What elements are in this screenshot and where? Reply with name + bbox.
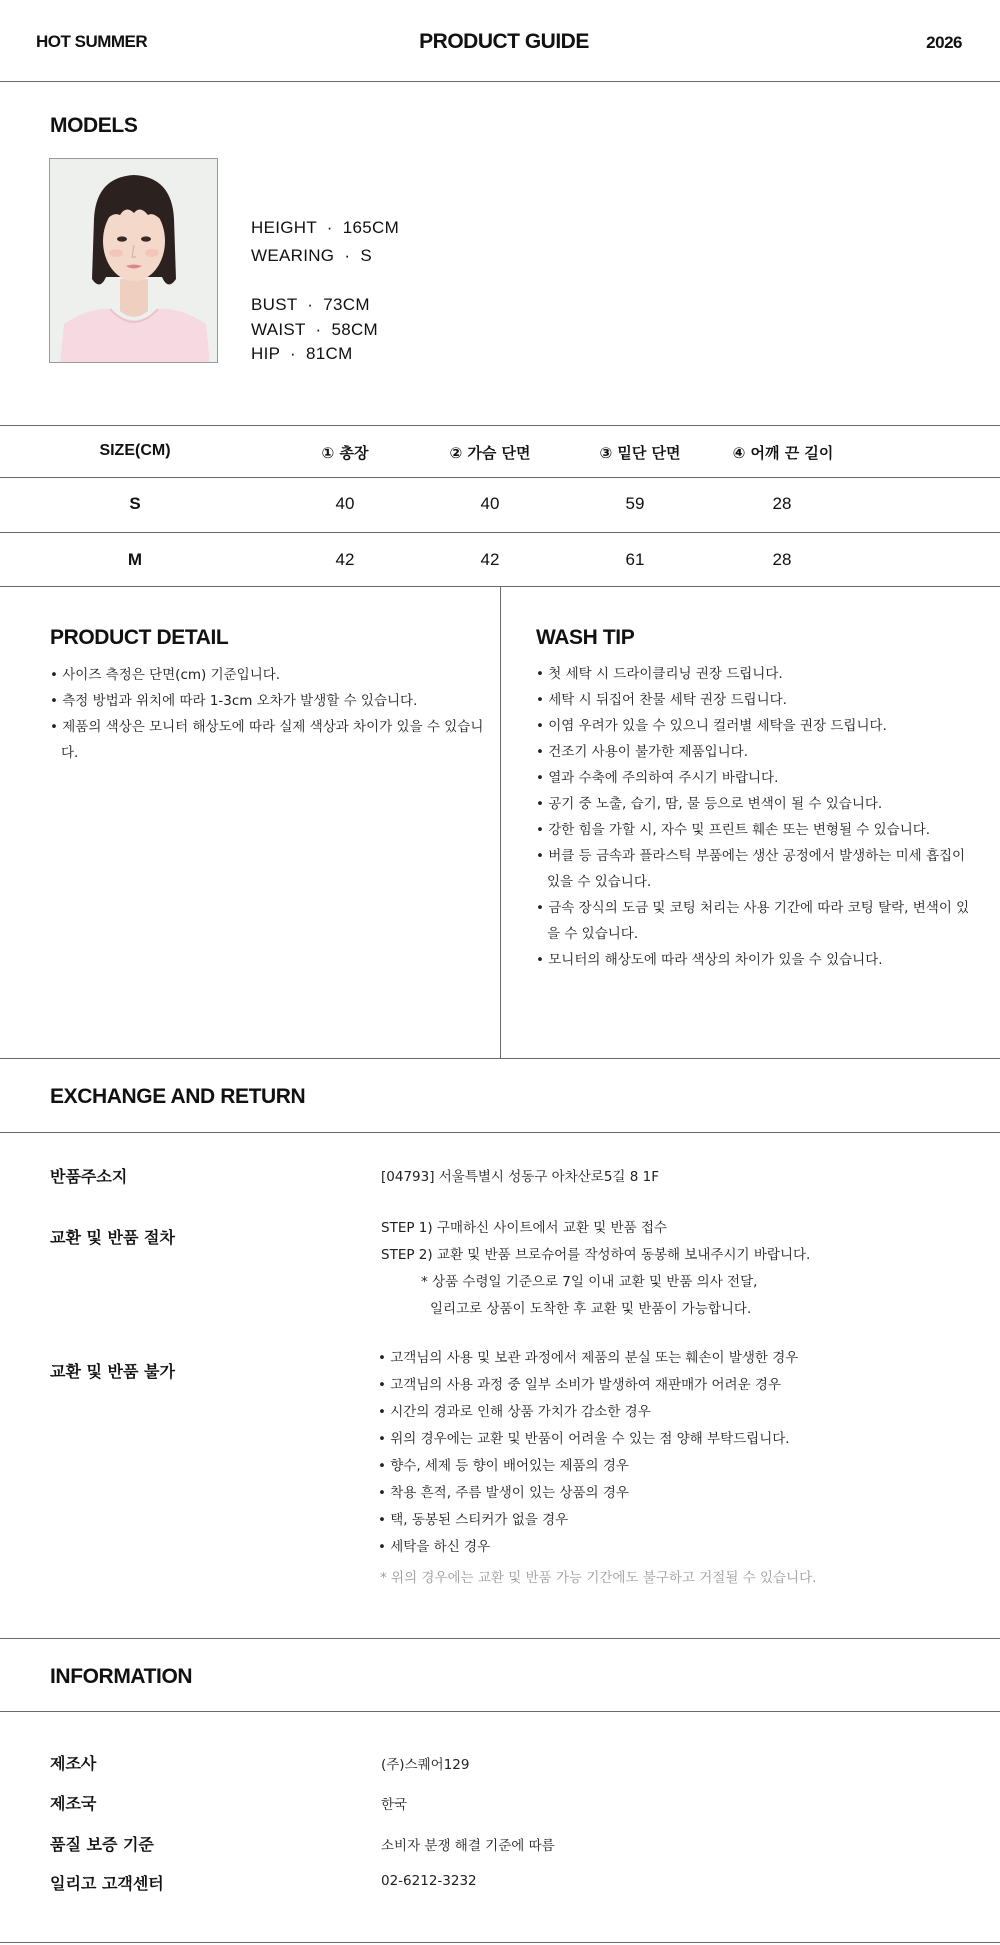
wash-tip-list <box>536 661 976 973</box>
list-item: • 고객님의 사용 과정 중 일부 소비가 발생하여 재판매가 어려운 경우 <box>378 1372 978 1399</box>
list-item: • 위의 경우에는 교환 및 반품이 어려울 수 있는 점 양해 부탁드립니다. <box>378 1426 978 1453</box>
list-item: • 건조기 사용이 불가한 제품입니다. <box>536 739 976 765</box>
unavailable-list <box>378 1345 978 1561</box>
divider <box>0 81 1000 82</box>
section-title-wash-tip: WASH TIP <box>536 626 635 649</box>
section-title-models: MODELS <box>50 114 138 137</box>
list-item: • 금속 장식의 도금 및 코팅 처리는 사용 기간에 따라 코팅 탈락, 변색이 있을 수 있습니다. <box>536 895 976 947</box>
info-value-country: 한국 <box>381 1797 408 1813</box>
divider <box>0 425 1000 426</box>
list-item: • 첫 세탁 시 드라이클리닝 권장 드립니다. <box>536 661 976 687</box>
info-value-manufacturer: (주)스퀘어129 <box>381 1757 470 1773</box>
size-cell: 28 <box>772 494 792 513</box>
size-header-length: ① 총장 <box>321 444 369 462</box>
product-detail-list <box>50 662 490 766</box>
size-header-hem: ③ 밑단 단면 <box>599 444 681 462</box>
list-item: • 착용 흔적, 주름 발생이 있는 상품의 경우 <box>378 1480 978 1507</box>
year-label: 2026 <box>926 33 962 52</box>
return-address-label: 반품주소지 <box>50 1167 128 1186</box>
info-label-manufacturer: 제조사 <box>50 1754 97 1773</box>
size-cell: 42 <box>335 550 355 569</box>
model-hip: HIP · 81CM <box>251 344 353 363</box>
size-header-chest: ② 가슴 단면 <box>449 444 531 462</box>
section-title-product-detail: PRODUCT DETAIL <box>50 626 229 649</box>
size-label: M <box>127 550 143 569</box>
list-item: • 고객님의 사용 및 보관 과정에서 제품의 분실 또는 훼손이 발생한 경우 <box>378 1345 978 1372</box>
list-item: • 이염 우려가 있을 수 있으니 컬러별 세탁을 권장 드립니다. <box>536 713 976 739</box>
list-item: • 세탁 시 뒤집어 찬물 세탁 권장 드립니다. <box>536 687 976 713</box>
unavailable-label: 교환 및 반품 불가 <box>50 1362 175 1381</box>
model-bust: BUST · 73CM <box>251 295 370 314</box>
size-label: S <box>129 494 141 513</box>
info-value-customer-center: 02-6212-3232 <box>381 1873 477 1889</box>
procedure-note-1: * 상품 수령일 기준으로 7일 이내 교환 및 반품 의사 전달, <box>421 1274 758 1290</box>
list-item: • 강한 힘을 가할 시, 자수 및 프린트 훼손 또는 변형될 수 있습니다. <box>536 817 976 843</box>
divider <box>0 477 1000 478</box>
procedure-step-1: STEP 1) 구매하신 사이트에서 교환 및 반품 접수 <box>381 1220 668 1236</box>
section-title-information: INFORMATION <box>50 1665 193 1688</box>
size-cell: 40 <box>335 494 355 513</box>
size-header-size: SIZE(CM) <box>99 442 171 459</box>
procedure-step-2: STEP 2) 교환 및 반품 브로슈어를 작성하여 동봉해 보내주시기 바랍니다. <box>381 1247 811 1263</box>
model-waist: WAIST · 58CM <box>251 320 378 339</box>
size-cell: 40 <box>480 494 500 513</box>
list-item: • 측정 방법과 위치에 따라 1-3cm 오차가 발생할 수 있습니다. <box>50 688 490 714</box>
divider <box>0 1132 1000 1133</box>
list-item: • 택, 동봉된 스티커가 없을 경우 <box>378 1507 978 1534</box>
unavailable-note: * 위의 경우에는 교환 및 반품 가능 기간에도 불구하고 거절될 수 있습니다. <box>380 1570 817 1586</box>
model-height: HEIGHT · 165CM <box>251 218 400 237</box>
list-item: • 버클 등 금속과 플라스틱 부품에는 생산 공정에서 발생하는 미세 흡집이 있을 수 있습니다. <box>536 843 976 895</box>
divider <box>0 1942 1000 1943</box>
divider <box>0 532 1000 533</box>
procedure-note-2: 일리고로 상품이 도착한 후 교환 및 반품이 가능합니다. <box>430 1301 752 1317</box>
size-cell: 42 <box>480 550 500 569</box>
divider <box>0 1638 1000 1639</box>
page-title: PRODUCT GUIDE <box>419 30 589 53</box>
list-item: • 시간의 경과로 인해 상품 가치가 감소한 경우 <box>378 1399 978 1426</box>
brand-name: HOT SUMMER <box>36 32 148 51</box>
info-label-country: 제조국 <box>50 1794 97 1813</box>
list-item: • 제품의 색상은 모니터 해상도에 따라 실제 색상과 차이가 있을 수 있습니다. <box>50 714 490 766</box>
section-title-exchange: EXCHANGE AND RETURN <box>50 1085 306 1108</box>
size-cell: 59 <box>625 494 645 513</box>
model-photo <box>49 158 218 363</box>
size-cell: 28 <box>772 550 792 569</box>
list-item: • 열과 수축에 주의하여 주시기 바랍니다. <box>536 765 976 791</box>
info-value-quality: 소비자 분쟁 해결 기준에 따름 <box>381 1838 555 1854</box>
info-label-customer-center: 일리고 고객센터 <box>50 1874 164 1893</box>
size-header-strap: ④ 어깨 끈 길이 <box>732 444 834 462</box>
column-divider <box>500 587 501 1058</box>
model-portrait-image <box>50 159 218 363</box>
list-item: • 모니터의 해상도에 따라 색상의 차이가 있을 수 있습니다. <box>536 947 976 973</box>
model-wearing: WEARING · S <box>251 246 373 265</box>
procedure-label: 교환 및 반품 절차 <box>50 1228 175 1247</box>
list-item: • 사이즈 측정은 단면(cm) 기준입니다. <box>50 662 490 688</box>
list-item: • 향수, 세제 등 향이 배어있는 제품의 경우 <box>378 1453 978 1480</box>
info-label-quality: 품질 보증 기준 <box>50 1835 154 1854</box>
return-address-value: [04793] 서울특별시 성동구 아차산로5길 8 1F <box>381 1169 660 1185</box>
divider <box>0 1058 1000 1059</box>
size-cell: 61 <box>625 550 645 569</box>
list-item: • 세탁을 하신 경우 <box>378 1534 978 1561</box>
divider <box>0 1711 1000 1712</box>
list-item: • 공기 중 노출, 습기, 땀, 물 등으로 변색이 될 수 있습니다. <box>536 791 976 817</box>
